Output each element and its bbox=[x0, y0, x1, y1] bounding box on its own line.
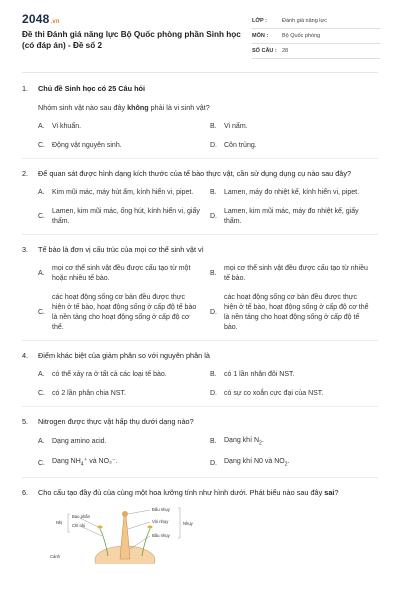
option-c[interactable]: C. các hoạt động sống cơ bản đều được thực hiện ở tế bào, hoạt động sống ở cấp độ tế bào là nền tảng cho hoạt động sống ở cấp độ cơ thể. bbox=[38, 294, 197, 331]
question-2 bbox=[22, 165, 378, 235]
leader-stigma bbox=[128, 510, 150, 514]
option-c[interactable]: C. Động vật nguyên sinh. bbox=[38, 142, 122, 149]
anther-right bbox=[148, 525, 153, 528]
option-b[interactable]: B. Lamen, máy đo nhiệt kế, kính hiển vi, pipet. bbox=[210, 189, 360, 196]
question-title: Chủ đề Sinh học có 25 Câu hỏi bbox=[38, 84, 146, 93]
label-filament: Chỉ nhị bbox=[72, 522, 86, 528]
question-number: 1. bbox=[22, 84, 29, 93]
question-number: 6. bbox=[22, 487, 29, 497]
question-number: 5. bbox=[22, 417, 29, 426]
option-a[interactable]: A. có thể xảy ra ở tất cả các loại tế bào. bbox=[38, 371, 167, 378]
label-stigma: Đầu nhụy bbox=[152, 506, 170, 512]
question-number: 2. bbox=[22, 169, 29, 178]
question-text: Cho cấu tạo đầy đủ của cùng một hoa lưỡng tính như hình dưới. Phát biểu nào sau đây sai? bbox=[38, 487, 339, 497]
option-c[interactable]: C. Dạng $NH_4^+$ và NO₃⁻. bbox=[38, 458, 118, 468]
option-d[interactable]: D. Côn trùng. bbox=[210, 142, 257, 149]
question-text: Điểm khác biệt của giảm phân so với nguyên phân là bbox=[38, 351, 210, 360]
document-meta bbox=[252, 14, 380, 59]
question-1 bbox=[22, 80, 378, 159]
flower-diagram-svg bbox=[50, 504, 200, 564]
leader-ovary bbox=[130, 536, 150, 549]
bracket-stamen bbox=[68, 514, 70, 532]
question-text: Nhóm sinh vật nào sau đây không phải là vi sinh vật? bbox=[38, 103, 210, 112]
question-number: 3. bbox=[22, 245, 29, 254]
question-text: Tế bào là đơn vị cấu trúc của mọi cơ thể sinh vật vì bbox=[38, 245, 204, 254]
option-c[interactable]: C. có 2 lần phân chia NST. bbox=[38, 390, 126, 397]
flower-diagram bbox=[50, 504, 200, 564]
label-stamen: Nhị bbox=[56, 519, 63, 525]
meta-row-class: LỚP : Đánh giá năng lực bbox=[252, 14, 380, 29]
meta-row-subject: MÔN : Bộ Quốc phòng bbox=[252, 29, 380, 44]
question-3 bbox=[22, 241, 378, 341]
stigma-shape bbox=[122, 511, 128, 517]
option-b[interactable]: B. Vi nấm. bbox=[210, 123, 248, 130]
header-divider bbox=[22, 72, 378, 73]
answer-options bbox=[38, 370, 378, 399]
bracket-pistil bbox=[178, 508, 180, 538]
label-anther: Bao phấn bbox=[72, 513, 90, 519]
question-5 bbox=[22, 413, 378, 478]
meta-row-count: SỐ CÂU : 28 bbox=[252, 44, 380, 59]
question-6 bbox=[22, 484, 378, 571]
question-text: Nitrogen được thực vật hấp thụ dưới dạng nào? bbox=[38, 417, 194, 426]
answer-options bbox=[38, 122, 378, 151]
option-d[interactable]: D. các hoạt động sống cơ bản đều được thực hiện ở tế bào, hoạt động sống ở cấp độ cơ thể là nền tảng cho hoạt động sống ở cấp độ tế bào. bbox=[210, 294, 369, 331]
pistil-shape bbox=[120, 516, 130, 559]
question-text: Để quan sát được hình dạng kích thước của tế bào thực vật, cần sử dụng dụng cụ nào sau đây? bbox=[38, 169, 352, 178]
option-a[interactable]: A. Kim mũi mác, máy hút ẩm, kính hiển vi, pipet. bbox=[38, 189, 194, 196]
question-list bbox=[22, 80, 378, 577]
question-4 bbox=[22, 347, 378, 407]
answer-options bbox=[38, 188, 378, 227]
answer-options bbox=[38, 264, 378, 333]
anther-left bbox=[98, 525, 103, 528]
page-header bbox=[0, 0, 400, 64]
site-logo[interactable]: 2048.vn bbox=[22, 12, 60, 26]
option-a[interactable]: A. Dạng amino acid. bbox=[38, 438, 107, 446]
option-b[interactable]: B. có 1 lần nhân đôi NST. bbox=[210, 371, 295, 378]
label-style: Vòi nhụy bbox=[152, 518, 169, 524]
label-ovary: Bầu nhụy bbox=[152, 532, 170, 538]
leader-style bbox=[128, 522, 150, 529]
option-a[interactable]: A. Vi khuẩn. bbox=[38, 123, 82, 130]
question-number: 4. bbox=[22, 351, 29, 360]
label-pistil: Nhụy bbox=[183, 520, 193, 526]
answer-options bbox=[38, 436, 378, 470]
label-petal: Cánh bbox=[50, 553, 61, 559]
option-c[interactable]: C. Lamen, kim mũi mác, ống hút, kính hiển vi, giấy thấm. bbox=[38, 208, 200, 225]
option-d[interactable]: D. Lamen, kim mũi mác, máy đo nhiệt kế, giấy thấm. bbox=[210, 208, 359, 225]
option-b[interactable]: B. Dạng khí $N_2$. bbox=[210, 437, 264, 447]
option-d[interactable]: D. có sự co xoắn cực đại của NST. bbox=[210, 390, 324, 397]
option-d[interactable]: D. Dạng khí N0 và $NO_2$. bbox=[210, 458, 290, 468]
option-b[interactable]: B. mọi cơ thể sinh vật đều được cấu tạo từ nhiều tế bào. bbox=[210, 265, 368, 282]
option-a[interactable]: A. mọi cơ thể sinh vật đều được cấu tạo từ một hoặc nhiều tế bào. bbox=[38, 265, 191, 282]
document-title: Đề thi Đánh giá năng lực Bộ Quốc phòng phần Sinh học (có đáp án) - Đề số 2 bbox=[22, 30, 241, 50]
